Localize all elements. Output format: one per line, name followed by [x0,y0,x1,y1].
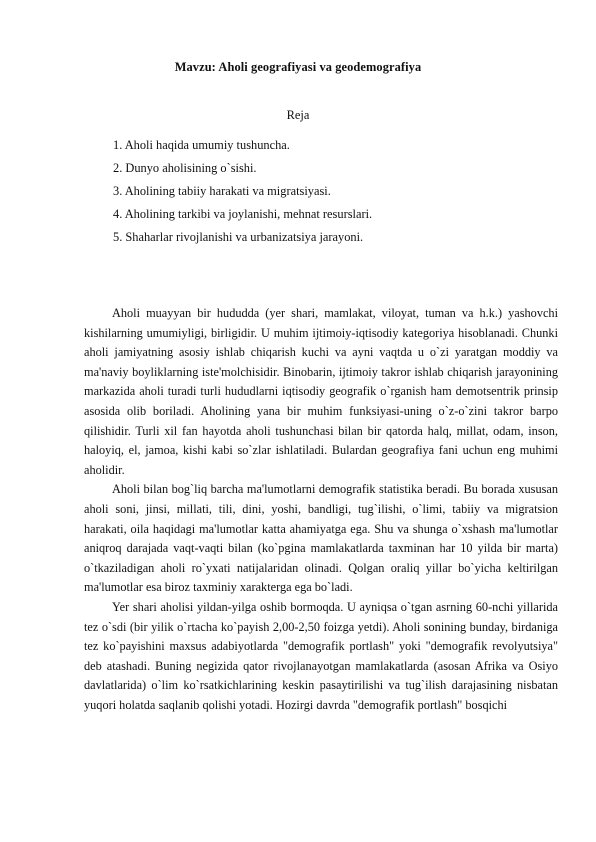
plan-item: 2. Dunyo aholisining o`sishi. [113,161,257,175]
plan-item: 4. Aholining tarkibi va joylanishi, mehnat resurslari. [113,207,373,221]
plan-heading: Reja [286,108,310,122]
plan-list [113,138,372,253]
document-title: Mavzu: Aholi geografiyasi va geodemografiya [174,60,422,74]
paragraph: Aholi bilan bog`liq barcha ma'lumotlarni demografik statistika beradi. Bu borada xususan aholi soni, jinsi, millati, tili, dini, yoshi, bandligi, tug`ilishi, o`limi, tabiiy va migratsion harakati, oila haqidagi ma'lumotlar katta ahamiyatga ega. Shu va shunga o`xshash ma'lumotlar aniqroq darajada vaqt-vaqti bilan (ko`pgina mamlakatlarda taxminan har 10 yilda bir marta) o`tkaziladigan aholi ro`yxati natijalaridan olinadi. Qolgan oraliq yillar bo`yicha keltirilgan ma'lumotlar esa biroz taxminiy xarakterga ega bo`ladi. [84,482,558,595]
plan-item: 3. Aholining tabiiy harakati va migratsiyasi. [113,184,331,198]
paragraph: Aholi muayyan bir hududda (yer shari, mamlakat, viloyat, tuman va h.k.) yashovchi kishilarning umumiyligi, birligidir. U muhim ijtimoiy-iqtisodiy kategoriya hisoblanadi. Chunki aholi jamiyatning asosiy ishlab chiqarish kuchi va ayni vaqtda u o`zi yaratgan moddiy va ma'naviy boyliklarning iste'molchisidir. Binobarin, ijtimoiy takror ishlab chiqarish jarayonining markazida aholi turadi turli hududlarni iqtisodiy geografik o`rganish ham demotsentrik prinsip asosida olib boriladi. Aholining yana bir muhim funksiyasi-uning o`z-o`zini takror barpo qilishidir. Turli xil fan hayotda aholi tushunchasi bilan bir qatorda halq, millat, odam, inson, haloyiq, el, jamoa, kishi kabi so`zlar ishlatiladi. Bulardan geografiya fani uchun eng muhimi aholidir. [84,306,558,477]
plan-item: 1. Aholi haqida umumiy tushuncha. [113,138,290,152]
paragraph: Yer shari aholisi yildan-yilga oshib bormoqda. U ayniqsa o`tgan asrning 60-nchi yillarida tez o`sdi (bir yilik o`rtacha ko`payish 2,00-2,50 foizga yetdi). Aholi sonining bunday, birdaniga tez ko`payishini maxsus adabiyotlarda "demografik portlash" yoki "demografik revolyutsiya" deb atashadi. Buning negizida qator rivojlanayotgan mamlakatlarda (asosan Afrika va Osiyo davlatlarida) o`lim ko`rsatkichlarining keskin pasaytirilishi va tug`ilish darajasining nisbatan yuqori holatda saqlanib qolishi yotadi. Hozirgi davrda "demografik portlash" bosqichi [84,599,558,712]
body-text [84,304,558,715]
plan-item: 5. Shaharlar rivojlanishi va urbanizatsiya jarayoni. [113,230,364,244]
